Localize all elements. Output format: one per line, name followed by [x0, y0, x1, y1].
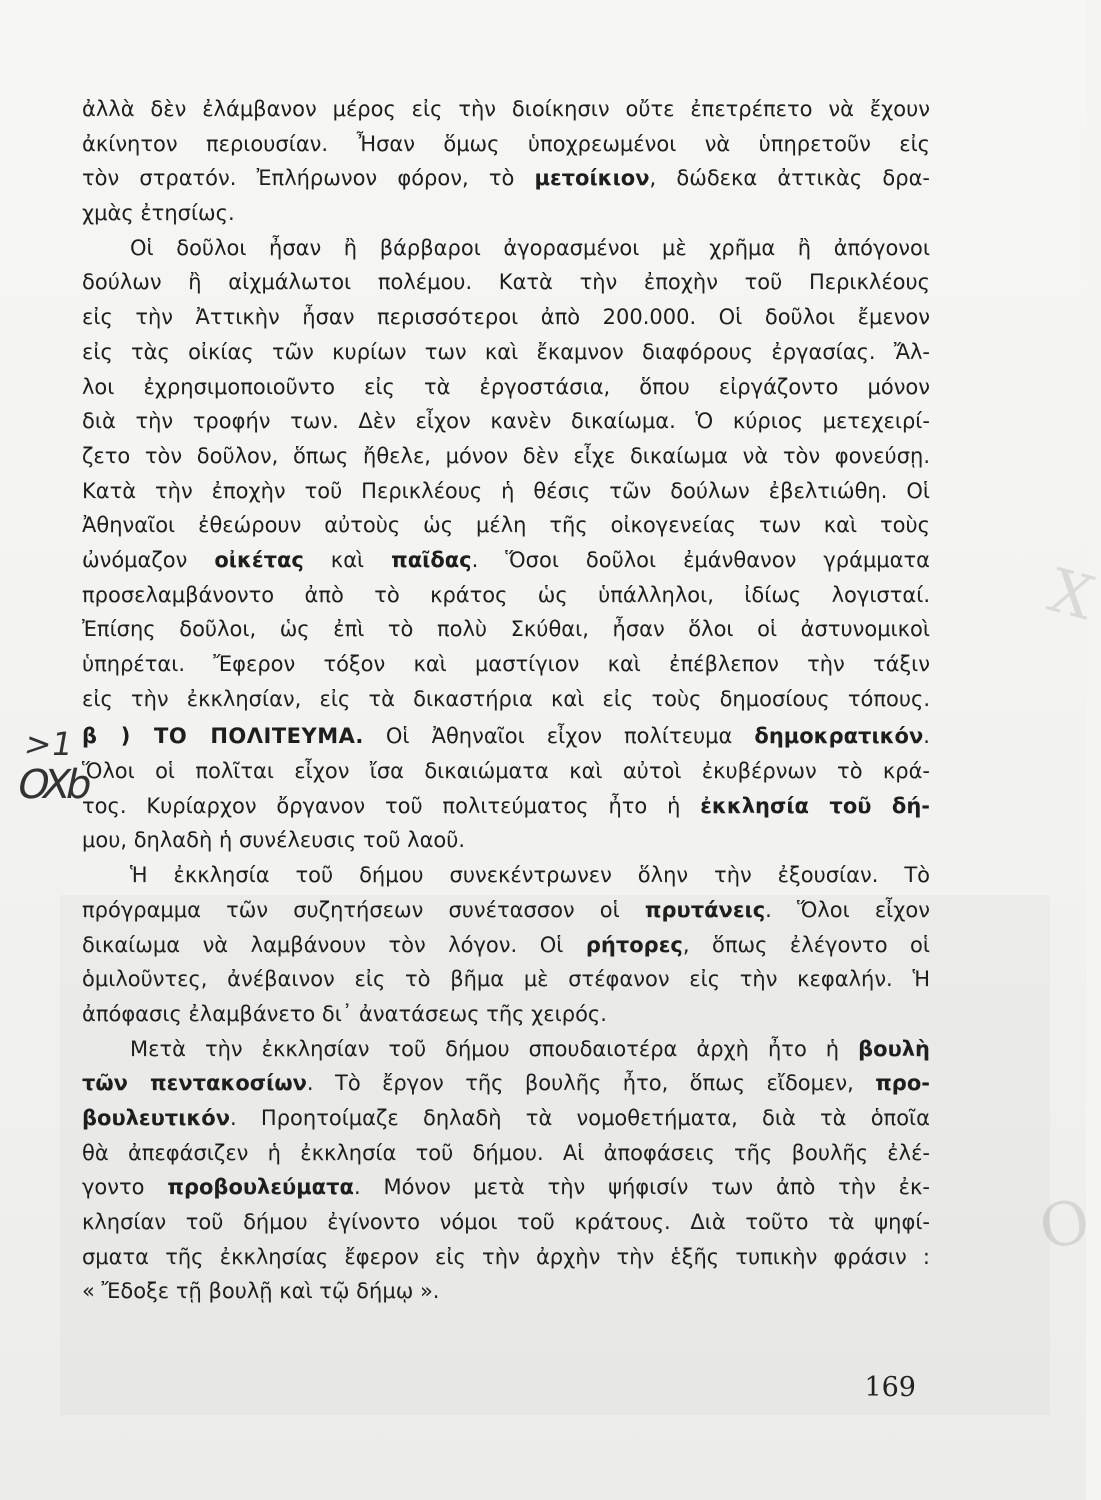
text-line: ὁμιλοῦντες, ἀνέβαινον εἰς τὸ βῆμα μὲ στέφανον εἰς τὴν κεφαλήν. Ἡ: [82, 967, 930, 992]
term-provoulevmata: προβουλεύματα: [167, 1175, 354, 1200]
text-line: χμὰς ἐτησίως.: [82, 201, 235, 226]
text-line: ἀπόφασις ἐλαμβάνετο δι᾽ ἀνατάσεως τῆς χειρός.: [82, 1001, 607, 1026]
term-rhitores: ρήτορες: [585, 932, 683, 957]
term-prytaneis: πρυτάνεις: [644, 897, 766, 922]
text-line: εἰς τὰς οἰκίας τῶν κυρίων των καὶ ἔκαμνον διαφόρους ἐργασίας. Ἄλ-: [82, 339, 930, 364]
page-number: 169: [864, 1372, 916, 1403]
text-line: δούλων ἢ αἰχμάλωτοι πολέμου. Κατὰ τὴν ἐποχὴν τοῦ Περικλέους: [82, 270, 930, 295]
text-line: ἀκίνητον περιουσίαν. Ἦσαν ὅμως ὑποχρεωμένοι νὰ ὑπηρετοῦν εἰς: [82, 131, 930, 156]
text-line: διὰ τὴν τροφήν των. Δὲν εἶχον κανὲν δικαίωμα. Ὁ κύριος μετεχειρί-: [82, 409, 930, 434]
faint-bleed-mark: X: [1041, 555, 1101, 635]
term-oiketas: οἰκέτας: [214, 547, 304, 572]
text-line: Ἐπίσης δοῦλοι, ὡς ἐπὶ τὸ πολὺ Σκύθαι, ἦσαν ὅλοι οἱ ἀστυνομικοὶ: [82, 617, 930, 642]
text-line: τος. Κυρίαρχον ὄργανον τοῦ πολιτεύματος ἦτο ἡ ἐκκλησία τοῦ δή-: [82, 793, 930, 818]
text-line: εἰς τὴν ἐκκλησίαν, εἰς τὰ δικαστήρια καὶ εἰς τοὺς δημοσίους τόπους.: [82, 686, 930, 711]
text-line: ζετο τὸν δοῦλον, ὅπως ἤθελε, μόνον δὲν εἶχε δικαίωμα νὰ τὸν φονεύσῃ.: [82, 443, 930, 468]
text-line: Κατὰ τὴν ἐποχὴν τοῦ Περικλέους ἡ θέσις τῶν δούλων ἐβελτιώθη. Οἱ: [82, 478, 930, 503]
text-line: εἰς τὴν Ἀττικὴν ἦσαν περισσότεροι ἀπὸ 200.000. Οἱ δοῦλοι ἔμενον: [82, 305, 930, 330]
text-line: τὸν στρατόν. Ἐπλήρωνον φόρον, τὸ μετοίκιον, δώδεκα ἀττικὰς δρα-: [82, 166, 930, 191]
text-line: Ἀθηναῖοι ἐθεώρουν αὐτοὺς ὡς μέλη τῆς οἰκογενείας των καὶ τοὺς: [82, 513, 930, 538]
text-line: κλησίαν τοῦ δήμου ἐγίνοντο νόμοι τοῦ κράτους. Διὰ τοῦτο τὰ ψηφί-: [82, 1210, 930, 1234]
text-line: β ) ΤΟ ΠΟΛΙΤΕΥΜΑ. Οἱ Ἀθηναῖοι εἶχον πολίτευμα δημοκρατικόν.: [82, 724, 930, 749]
margin-handwriting-1: >1: [21, 725, 76, 763]
term-ekklisia-tou-dimou: ἐκκλησία τοῦ δή-: [700, 793, 930, 818]
text-line: δικαίωμα νὰ λαμβάνουν τὸν λόγον. Οἱ ρήτορες, ὅπως ἐλέγοντο οἱ: [82, 932, 931, 957]
text-line: Μετὰ τὴν ἐκκλησίαν τοῦ δήμου σπουδαιοτέρα ἀρχὴ ἦτο ἡ βουλὴ: [130, 1036, 930, 1061]
body-text: [82, 92, 930, 1309]
term-provouleftikon: βουλευτικόν: [82, 1105, 231, 1130]
text-line: βουλευτικόν. Προητοίμαζε δηλαδὴ τὰ νομοθετήματα, διὰ τὰ ὁποῖα: [82, 1105, 930, 1130]
text-line: ὑπηρέται. Ἔφερον τόξον καὶ μαστίγιον καὶ ἐπέβλεπον τὴν τάξιν: [82, 652, 930, 676]
text-line: « Ἔδοξε τῇ βουλῇ καὶ τῷ δήμῳ ».: [82, 1279, 440, 1304]
term-paidas: παῖδας: [391, 547, 472, 572]
text-line: Οἱ δοῦλοι ἦσαν ἢ βάρβαροι ἀγορασμένοι μὲ χρῆμα ἢ ἀπόγονοι: [130, 235, 930, 260]
text-line: πρόγραμμα τῶν συζητήσεων συνέτασσον οἱ πρυτάνεις. Ὅλοι εἶχον: [82, 897, 931, 922]
text-line: Ἡ ἐκκλησία τοῦ δήμου συνεκέντρωνεν ὅλην τὴν ἐξουσίαν. Τὸ: [130, 863, 930, 888]
term-pro: προ-: [875, 1071, 930, 1096]
text-line: ὠνόμαζον οἰκέτας καὶ παῖδας. Ὅσοι δοῦλοι ἐμάνθανον γράμματα: [82, 547, 930, 572]
text-line: γοντο προβουλεύματα. Μόνον μετὰ τὴν ψήφισίν των ἀπὸ τὴν ἐκ-: [82, 1175, 930, 1200]
text-line: τῶν πεντακοσίων. Τὸ ἔργον τῆς βουλῆς ἦτο, ὅπως εἴδομεν, προ-: [82, 1071, 930, 1096]
text-line: θὰ ἀπεφάσιζεν ἡ ἐκκλησία τοῦ δήμου. Αἱ ἀποφάσεις τῆς βουλῆς ἐλέ-: [82, 1140, 930, 1165]
term-pentakosion: τῶν πεντακοσίων: [82, 1071, 307, 1096]
margin-handwriting-2: OXb: [13, 762, 93, 808]
text-line: λοι ἐχρησιμοποιοῦντο εἰς τὰ ἐργοστάσια, ὅπου εἰργάζοντο μόνον: [82, 374, 930, 399]
text-line: ἀλλὰ δὲν ἐλάμβανον μέρος εἰς τὴν διοίκησιν οὔτε ἐπετρέπετο νὰ ἔχουν: [82, 97, 930, 121]
section-heading: β ) ΤΟ ΠΟΛΙΤΕΥΜΑ.: [82, 724, 364, 749]
term-metoikion: μετοίκιον: [534, 166, 650, 191]
term-vouli: βουλὴ: [858, 1036, 930, 1061]
text-line: Ὅλοι οἱ πολῖται εἶχον ἴσα δικαιώματα καὶ αὐτοὶ ἐκυβέρνων τὸ κρά-: [82, 759, 930, 784]
text-line: σματα τῆς ἐκκλησίας ἔφερον εἰς τὴν ἀρχὴν τὴν ἑξῆς τυπικὴν φράσιν :: [82, 1244, 930, 1269]
text-line: μου, δηλαδὴ ἡ συνέλευσις τοῦ λαοῦ.: [82, 828, 466, 853]
text-line: προσελαμβάνοντο ἀπὸ τὸ κράτος ὡς ὑπάλληλοι, ἰδίως λογισταί.: [82, 582, 930, 607]
faint-bleed-mark: O: [1034, 1186, 1095, 1264]
term-dimokratikon: δημοκρατικόν: [754, 724, 924, 749]
